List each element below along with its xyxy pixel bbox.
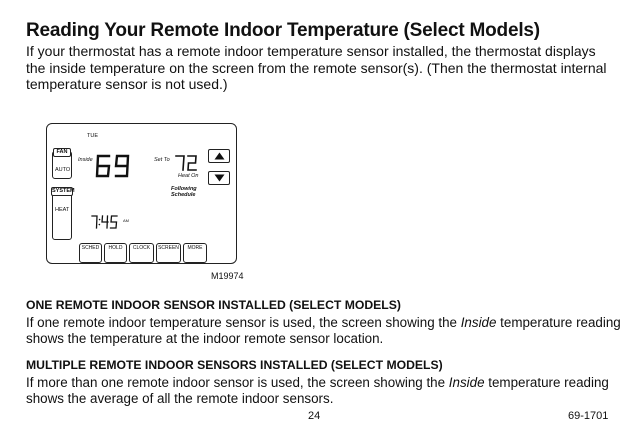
set-to-label: Set To [154,157,170,163]
inside-temp-digits-icon [95,154,131,178]
fan-value: AUTO [55,167,71,173]
system-box [52,190,72,240]
document-number: 69-1701 [568,410,609,422]
body-text: temperature reading shows the average of all the remote indoor sensors. [26,375,609,406]
time-digits-icon [91,215,121,229]
thermostat-illustration [46,123,237,264]
down-arrow-icon [214,174,225,182]
clock-time [91,215,121,229]
set-temp-digits-icon [174,154,198,172]
section-heading-one-sensor: ONE REMOTE INDOOR SENSOR INSTALLED (SELECT MODELS) [26,298,401,312]
am-pm-indicator: AM [123,218,129,223]
system-value: HEAT [55,207,70,213]
body-text: temperature reading shows the temperature at the indoor remote sensor location. [26,315,621,346]
up-arrow-button[interactable] [208,149,230,163]
inside-temperature [95,154,131,178]
clock-button[interactable]: CLOCK [129,243,154,263]
down-arrow-button[interactable] [208,171,230,185]
page-number: 24 [308,410,321,422]
up-arrow-icon [214,152,225,160]
page-title: Reading Your Remote Indoor Temperature (Select Models) [26,20,540,41]
figure-id: M19974 [211,271,244,281]
intro-paragraph: If your thermostat has a remote indoor temperature sensor installed, the thermostat displays the inside temperature on the screen from the remote sensor(s). (Then the thermostat internal temperature sensor is not used.) [26,43,607,92]
schedule-label: Schedule [171,192,196,198]
inside-label: Inside [78,157,93,163]
more-button[interactable]: MORE [183,243,207,263]
body-text: If more than one remote indoor sensor is used, the screen showing the [26,375,449,390]
following-label: Following [171,186,197,192]
sched-button[interactable]: SCHED [79,243,102,263]
hold-button[interactable]: HOLD [104,243,127,263]
body-text: If one remote indoor temperature sensor is used, the screen showing the [26,315,461,330]
section-body-multiple-sensors [26,375,626,407]
heat-on-status: Heat On [178,173,199,179]
screen-button[interactable]: SCREEN [156,243,181,263]
inside-emphasis: Inside [448,375,485,390]
system-button[interactable]: SYSTEM [52,188,75,194]
section-body-one-sensor [26,315,626,347]
section-heading-multiple-sensors: MULTIPLE REMOTE INDOOR SENSORS INSTALLED (SELECT MODELS) [26,358,443,372]
day-label: TUE [87,133,98,139]
fan-button[interactable]: FAN [53,148,71,157]
inside-emphasis: Inside [460,315,497,330]
set-temperature [174,154,198,172]
